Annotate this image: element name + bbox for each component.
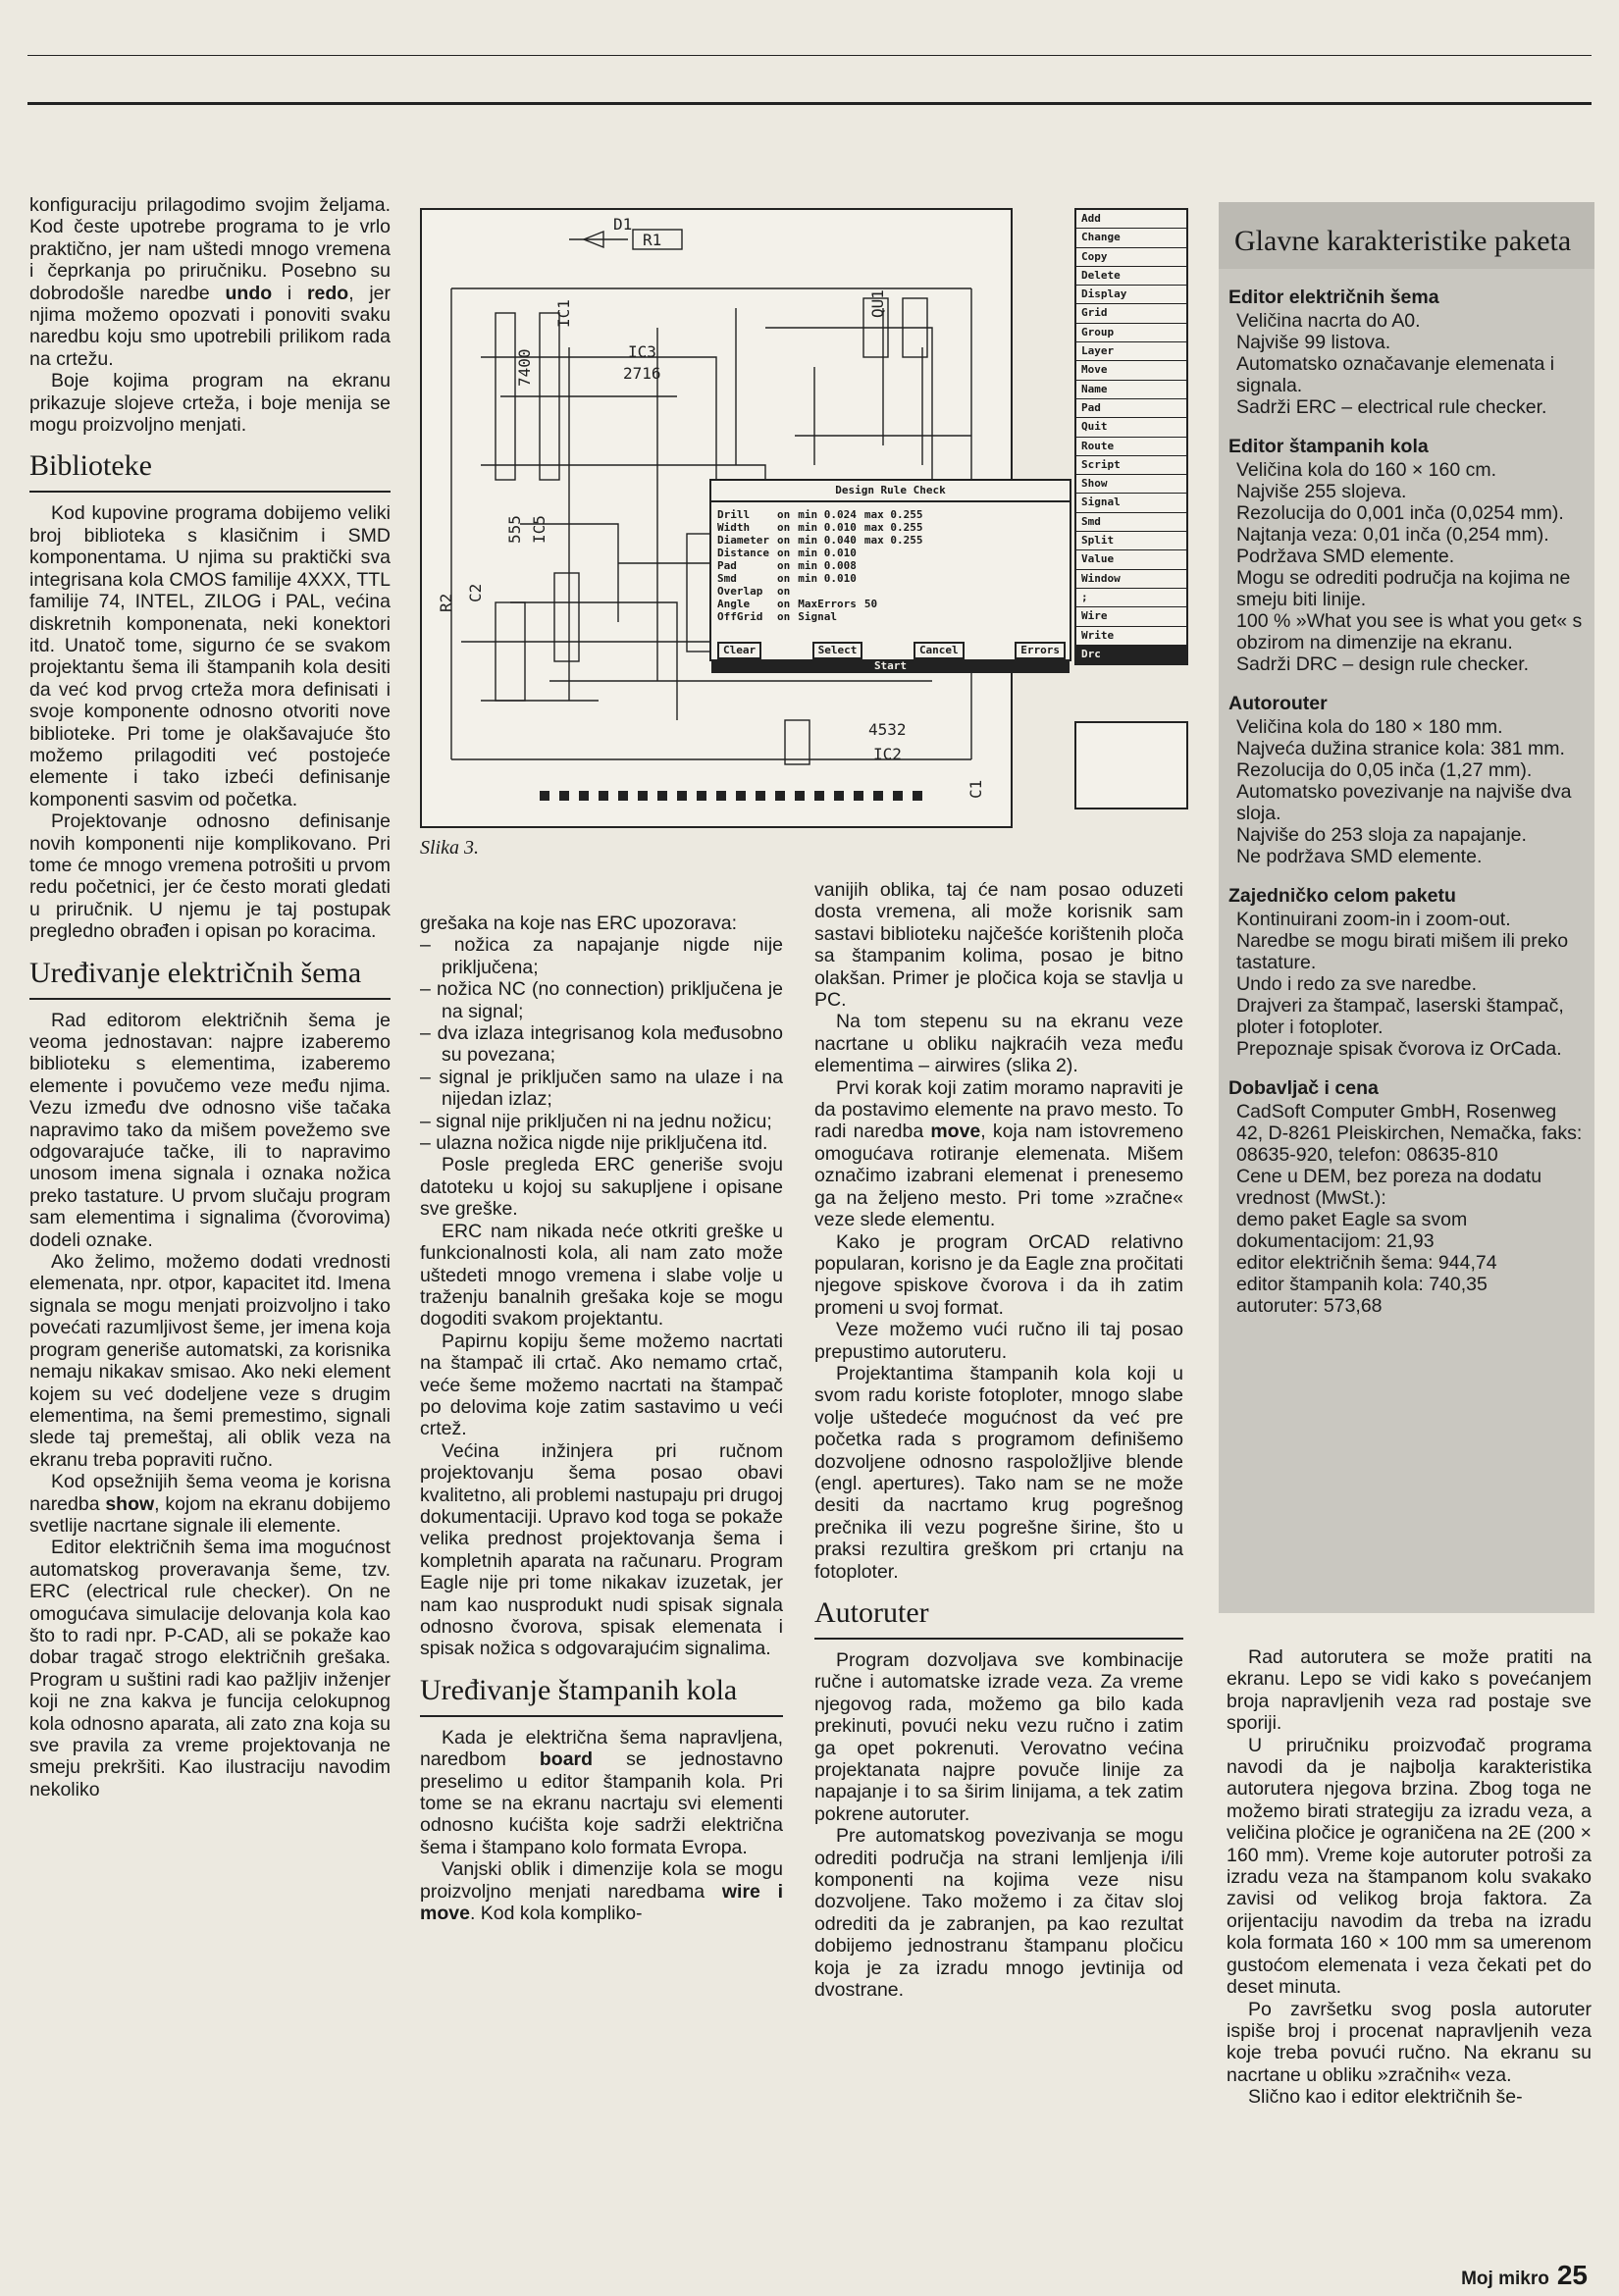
label-7400: 7400 [515,348,534,387]
box-line: Veličina kola do 180 × 180 mm. [1236,716,1503,738]
table-row[interactable]: Angle on MaxErrors 50 [717,598,878,610]
errors-button[interactable]: Errors [1015,642,1066,659]
col1-paragraph: konfiguraciju prilagodimo svojim željama. Kod česte upotrebe programa to je vrlo praktično, jer nam uštedi mnogo vremena i čeprkanja po priručniku. Posebno su dobrodošle naredbe undo i redo, jer njima možemo opozvati i ponoviti svaku naredbu koju smo upotrebili prilikom rada na crtežu. [29,194,392,370]
table-row[interactable]: Overlap on [717,585,791,598]
box-line: editor električnih šema: 944,74 [1236,1252,1497,1274]
table-row[interactable]: Smd on min 0.010 [717,572,857,585]
menu-item-drc[interactable]: Drc [1076,646,1186,663]
label-555: 555 [505,515,524,544]
menu-item-script[interactable]: Script [1076,456,1186,475]
col4-paragraph: Rad autorutera se može pratiti na ekranu. Lepo se vidi kako s povećanjem broja napravljenih veza rad postaje sve sporiji. [1227,1646,1592,1735]
col2-paragraph: Kada je električna šema napravljena, naredbom board se jednostavno preselimo u editor štampanih kola. Pri tome se na ekranu nacrtaju svi elementi odnosno kućišta koje sadrži električna šema i štampano kolo formata Evropa. [420,1726,783,1858]
label-qu1: QU1 [868,289,887,318]
features-box [1219,202,1594,1613]
menu-item-copy[interactable]: Copy [1076,248,1186,267]
box-line: editor štampanih kola: 740,35 [1236,1274,1488,1295]
label-r2: R2 [437,593,455,612]
page-number: 25 [1556,2260,1588,2290]
col1-paragraph: Ako želimo, možemo dodati vrednosti elemenata, npr. otpor, kapacitet itd. Imena signala se mogu menjati proizvoljno i tako povećati razumljivost šeme, jer imena koja program generiše automatski, za korisnika nemaju nikakav smisao. Ako neki element kojem su već dodeljene veze s drugim elementima, na šemi premestimo, signali slede taj premeštaj, ali oblik veza na ekranu treba popraviti ručno. [29,1251,391,1471]
list-item: – nožica NC (no connection) priključena je na signal; [420,978,783,1022]
table-row[interactable]: Diameter on min 0.040 max 0.255 [717,534,923,547]
menu-item-semicolon[interactable]: ; [1076,589,1186,607]
drc-table [717,508,930,623]
command-menu [1074,208,1188,665]
menu-item-signal[interactable]: Signal [1076,494,1186,512]
box-line: Najviše do 253 sloja za napajanje. [1236,824,1527,846]
label-d1: D1 [613,215,633,234]
list-item: – ulazna nožica nigde nije priključena itd. [420,1132,768,1155]
box-line: Najtanja veza: 0,01 inča (0,254 mm). [1236,524,1549,546]
label-ic3: IC3 [628,342,656,361]
section-heading-uredjivanje-sema: Uređivanje električnih šema [29,957,391,1000]
col1-paragraph: Projektovanje odnosno definisanje novih komponenti nije komplikovano. Pri tome će mnogo vremena potrošiti u prvom redu početnici, jer će često morati gledati u priručnik. U njemu je taj postupak pregledno obrađen i opisan po koracima. [29,810,391,943]
box-line: Veličina kola do 160 × 160 cm. [1236,459,1497,481]
box-section [1219,693,1594,867]
col1-paragraph: Rad editorom električnih šema je veoma jednostavan: najpre izaberemo biblioteku s elementima, izaberemo elemente i povučemo veze među njima. Vezu između dve odnosno više tačaka napravimo tako da mišem povežemo sve odgovarajuće tačke, ili to napravimo unosom imena signala i oznaka nožica preko tastature. U prvom slučaju program sam elementima i signalima (čvorovima) dodeli oznake. [29,1009,391,1251]
table-row[interactable]: Width on min 0.010 max 0.255 [717,521,923,534]
box-section [1219,885,1594,1060]
col4-paragraph: U priručniku proizvođač programa navodi da je najbolja karakteristika autorutera njegova brzina. Zbog toga ne možemo birati strategiju za izradu veza, a veličina pločice je ograničena na 2E (200 × 160 mm). Vreme koje autoruter potroši za izradu veza na štampanom kolu svakako zavisi od velikog broja faktora. Za orijentaciju navodim da treba na izradu kola formata 160 × 100 mm sa umerenom gustoćom elemenata i veza čekati pet do deset minuta. [1227,1734,1592,1999]
top-rule-thick [27,102,1592,105]
start-button[interactable]: Start [711,659,1070,673]
list-item: – nožica za napajanje nigde nije priključena; [420,934,783,978]
menu-item-quit[interactable]: Quit [1076,418,1186,437]
box-line: Automatsko označavanje elemenata i signala. [1236,353,1555,396]
menu-item-split[interactable]: Split [1076,532,1186,550]
col1-paragraph: Kod kupovine programa dobijemo veliki broj biblioteka s klasičnim i SMD komponentama. U njima su praktički sva integrisana kola CMOS familije 4XXX, TTL familije 74, INTEL, ZILOG i PAL, većina diskretnih komponenata, neki konektori itd. Unatoč tome, sigurno će se svakom projektantu šema ili štampanih kola desiti da već kod prvog crteža mora definisati i svoje komponente odnosno otvoriti nove biblioteke. Pri tome je olakšavajuće što možemo prilagoditi već postojeće elemente i tako izbeći definisanje komponenti sasvim od početka. [29,502,391,810]
col3-paragraph: Kako je program OrCAD relativno popularan, korisno je da Eagle zna pročitati njegove spiskove čvorova i da ih zatim promeni u svoj format. [814,1230,1183,1319]
col4-paragraph: Po završetku svog posla autoruter ispiše broj i procenat napravljenih veza koje treba povući ručno. Na ekranu su nacrtane u obliku »zračnih« veza. [1227,1998,1592,2086]
label-ic1: IC1 [554,299,573,328]
box-line: Sadrži DRC – design rule checker. [1236,653,1530,675]
erc-list [420,934,783,1154]
box-title: Glavne karakteristike paketa [1219,202,1594,269]
box-line: Najviše 255 slojeva. [1236,481,1407,502]
design-rule-check-dialog [709,479,1071,672]
section-heading-uredjivanje-kola: Uređivanje štampanih kola [420,1674,783,1717]
menu-item-write[interactable]: Write [1076,627,1186,646]
column-4 [1227,1646,1592,2109]
table-row[interactable]: OffGrid on Signal [717,610,837,623]
box-section-heading: Autorouter [1228,693,1328,714]
menu-item-delete[interactable]: Delete [1076,267,1186,286]
box-line: Rezolucija do 0,05 inča (1,27 mm). [1236,759,1533,781]
col1-paragraph: Editor električnih šema ima mogućnost automatskog proveravanja šeme, tzv. ERC (electrical rule checker). On ne omogućava simulacije delovanja kola kao što to radi npr. P-CAD, ali se pokaže kao dobar tragač strogo električnih grešaka. Program u suštini radi kao pažljiv inženjer koji ne zna kakva je funcija celokupnog kola odnosno aparata, ali zato zna koja su sve pravila za vreme projektovanja ne smeju prekršiti. Kao ilustraciju navodim nekoliko [29,1537,391,1800]
box-line: Ne podržava SMD elemente. [1236,846,1483,867]
section-heading-biblioteke: Biblioteke [29,449,391,493]
col3-paragraph: vanijih oblika, taj će nam posao oduzeti dosta vremena, ali može korisnik sam sastavi biblioteku najčešće korištenih ploča sa štampanim kolima, posao je bitno olakšan. Primer je pločica koja se stavlja u PC. [814,879,1183,1012]
col3-paragraph: Projektantima štampanih kola koji u svom radu koriste fotoploter, mnogo slabe volje uštedeće mogućnost da već pre početka rada s programom definišemo dozvoljene odnosno raspoložljive blende (engl. apertures). Tako nam se ne može desiti da nacrtamo krug pogrešnog prečnika ili vezu pogrešne širine, što u praksi rezultira greškom pri crtanju na fotoploter. [814,1362,1183,1583]
pin-row [540,791,922,801]
menu-item-grid[interactable]: Grid [1076,304,1186,323]
menu-item-pad[interactable]: Pad [1076,399,1186,418]
select-button[interactable]: Select [812,642,863,659]
col2-paragraph: Većina inžinjera pri ručnom projektovanju šema posao obavi kvalitetno, ali problemi nastupaju pri drugoj dokumentaciji. Upravo kod toga se pokaže velika prednost projektovanja šema i kompletnih aparata na računaru. Program Eagle nije pri tome nikakav izuzetak, jer nam kao nusprodukt nudi spisak signala odnosno čvorova, spisak elemenata i spisak nožica s odgovarajućim signalima. [420,1439,783,1660]
list-item: – dva izlaza integrisanog kola međusobno su povezana; [420,1022,783,1067]
magazine-name: Moj mikro [1461,2269,1549,2289]
box-line: demo paket Eagle sa svom dokumentacijom: 21,93 [1236,1209,1468,1252]
box-line: Najveća dužina stranice kola: 381 mm. [1236,738,1565,759]
col1-paragraph: Boje kojima program na ekranu prikazuje slojeve crteža, i boje menija se mogu proizvoljno menjati. [29,370,391,437]
cancel-button[interactable]: Cancel [914,642,965,659]
label-c2: C2 [466,583,485,602]
label-2716: 2716 [623,364,661,383]
box-line: Mogu se odrediti područja na kojima ne smeju biti linije. [1236,567,1571,610]
col2-paragraph: Vanjski oblik i dimenzije kola se mogu proizvoljno menjati naredbama wire i move. Kod kola kompliko- [420,1858,784,1925]
box-line: Rezolucija do 0,001 inča (0,0254 mm). [1236,502,1564,524]
label-r1: R1 [643,231,662,249]
top-rule-thin [27,55,1592,56]
box-line: Kontinuirani zoom-in i zoom-out. [1236,909,1511,930]
box-line: Podržava SMD elemente. [1236,546,1455,567]
box-section [1219,287,1594,418]
page-footer [1461,2260,1588,2291]
box-line: 100 % »What you see is what you get« s obzirom na dimenzije na ekranu. [1236,610,1583,653]
section-heading-autoruter: Autoruter [814,1596,1183,1640]
clear-button[interactable]: Clear [717,642,761,659]
label-ic5: IC5 [530,515,548,544]
col3-paragraph: Na tom stepenu su na ekranu veze nacrtane u obliku najkraćih veza među elementima – airwires (slika 2). [814,1011,1183,1077]
box-line: Veličina nacrta do A0. [1236,310,1421,332]
menu-item-value[interactable]: Value [1076,550,1186,569]
menu-item-add[interactable]: Add [1076,210,1186,229]
label-4532: 4532 [868,720,907,739]
box-line: Najviše 99 listova. [1236,332,1391,353]
menu-item-layer[interactable]: Layer [1076,342,1186,361]
table-row[interactable]: Pad on min 0.008 [717,559,857,572]
col3-paragraph: Prvi korak koji zatim moramo napraviti je da postavimo elemente na pravo mesto. To radi naredba move, koja nam istovremeno omogućava rotiranje elemenata. Mišem označimo izabrani elemenat i prenesemo ga na željeno mesto. Pri tome »zračne« veze slede elementu. [814,1076,1183,1231]
box-line: CadSoft Computer GmbH, Rosenweg 42, D-8261 Pleiskirchen, Nemačka, faks: 08635-920, telefon: 08635-810 [1236,1101,1583,1166]
col2-paragraph: ERC nam nikada neće otkriti greške u funkcionalnosti kola, ali nam zato može uštedeti mnogo vremena i slabe volje u traženju banalnih grešaka koje se mogu dogoditi svakom projektantu. [420,1220,783,1331]
column-3 [814,879,1183,2002]
box-line: Prepoznaje spisak čvorova iz OrCada. [1236,1038,1562,1060]
box-line: Automatsko povezivanje na najviše dva sloja. [1236,781,1572,824]
menu-item-move[interactable]: Move [1076,361,1186,380]
menu-item-show[interactable]: Show [1076,475,1186,494]
dialog-title: Design Rule Check [711,481,1070,502]
column-2 [420,913,783,1924]
box-section-heading: Editor štampanih kola [1228,436,1429,457]
label-c1: C1 [966,779,985,799]
box-line: autoruter: 573,68 [1236,1295,1383,1317]
box-section-heading: Zajedničko celom paketu [1228,885,1456,907]
col2-paragraph: Papirnu kopiju šeme možemo nacrtati na štampač ili crtač. Ako nemamo crtač, veće šeme možemo nacrtati na štampač po delovima koje zatim sastavimo u veći crtež. [420,1330,783,1440]
menu-item-name[interactable]: Name [1076,381,1186,399]
box-line: Drajveri za štampač, laserski štampač, ploter i fotoploter. [1236,995,1564,1038]
col2-paragraph: Posle pregleda ERC generiše svoju datoteku u kojoj su sakupljene i opisane sve greške. [420,1154,783,1221]
menu-item-window[interactable]: Window [1076,570,1186,589]
menu-item-change[interactable]: Change [1076,229,1186,247]
box-section-heading: Editor električnih šema [1228,287,1439,308]
col3-paragraph: Veze možemo vući ručno ili taj posao prepustimo autoruteru. [814,1319,1183,1363]
box-line: Undo i redo za sve naredbe. [1236,973,1477,995]
col3-paragraph: Pre automatskog povezivanja se mogu odrediti područja na strani lemljenja i/ili komponenti na kojima veze nisu dozvoljene. Tako možemo i za čitav sloj odrediti da je zabranjen, pa kao rezultat dobijemo jednostranu štampanu pločicu koja je za izradu mnogo jevtinija od dvostrane. [814,1825,1183,2002]
table-row[interactable]: Distance on min 0.010 [717,547,857,559]
dialog-buttons [717,642,1066,659]
menu-item-group[interactable]: Group [1076,324,1186,342]
column-1 [29,194,391,1800]
col1-paragraph: Kod opsežnijih šema veoma je korisna naredba show, kojom na ekranu dobijemo svetlije nacrtane signale ili elemente. [29,1471,391,1537]
table-row[interactable]: Drill on min 0.024 max 0.255 [717,508,923,521]
list-item: – signal je priključen samo na ulaze i na nijedan izlaz; [420,1066,783,1111]
box-line: Naredbe se mogu birati mišem ili preko tastature. [1236,930,1569,973]
box-line: Cene u DEM, bez poreza na dodatu vrednost (MwSt.): [1236,1166,1542,1209]
col2-paragraph: grešaka na koje nas ERC upozorava: [420,913,738,934]
col4-paragraph: Slično kao i editor električnih še- [1248,2086,1523,2109]
menu-item-display[interactable]: Display [1076,286,1186,304]
col3-paragraph: Program dozvoljava sve kombinacije ručne i automatske izrade veza. Za vreme njegovog rada, možemo ga bilo kada prekinuti, povući neku vezu ručno i zatim ga opet pokrenuti. Verovatno većina projektanata najpre povuče linije za napajanje i to sa širim linijama, a tek zatim pokrene autoruter. [814,1649,1183,1825]
figure-caption: Slika 3. [420,837,479,859]
menu-item-smd[interactable]: Smd [1076,513,1186,532]
box-section [1219,436,1594,675]
box-section-heading: Dobavljač i cena [1228,1077,1379,1099]
box-line: Sadrži ERC – electrical rule checker. [1236,396,1547,418]
box-section [1219,1077,1594,1317]
list-item: – signal nije priključen ni na jednu nožicu; [420,1110,772,1132]
label-ic2: IC2 [873,745,902,763]
menu-item-wire[interactable]: Wire [1076,607,1186,626]
menu-empty-box [1074,721,1188,809]
menu-item-route[interactable]: Route [1076,438,1186,456]
